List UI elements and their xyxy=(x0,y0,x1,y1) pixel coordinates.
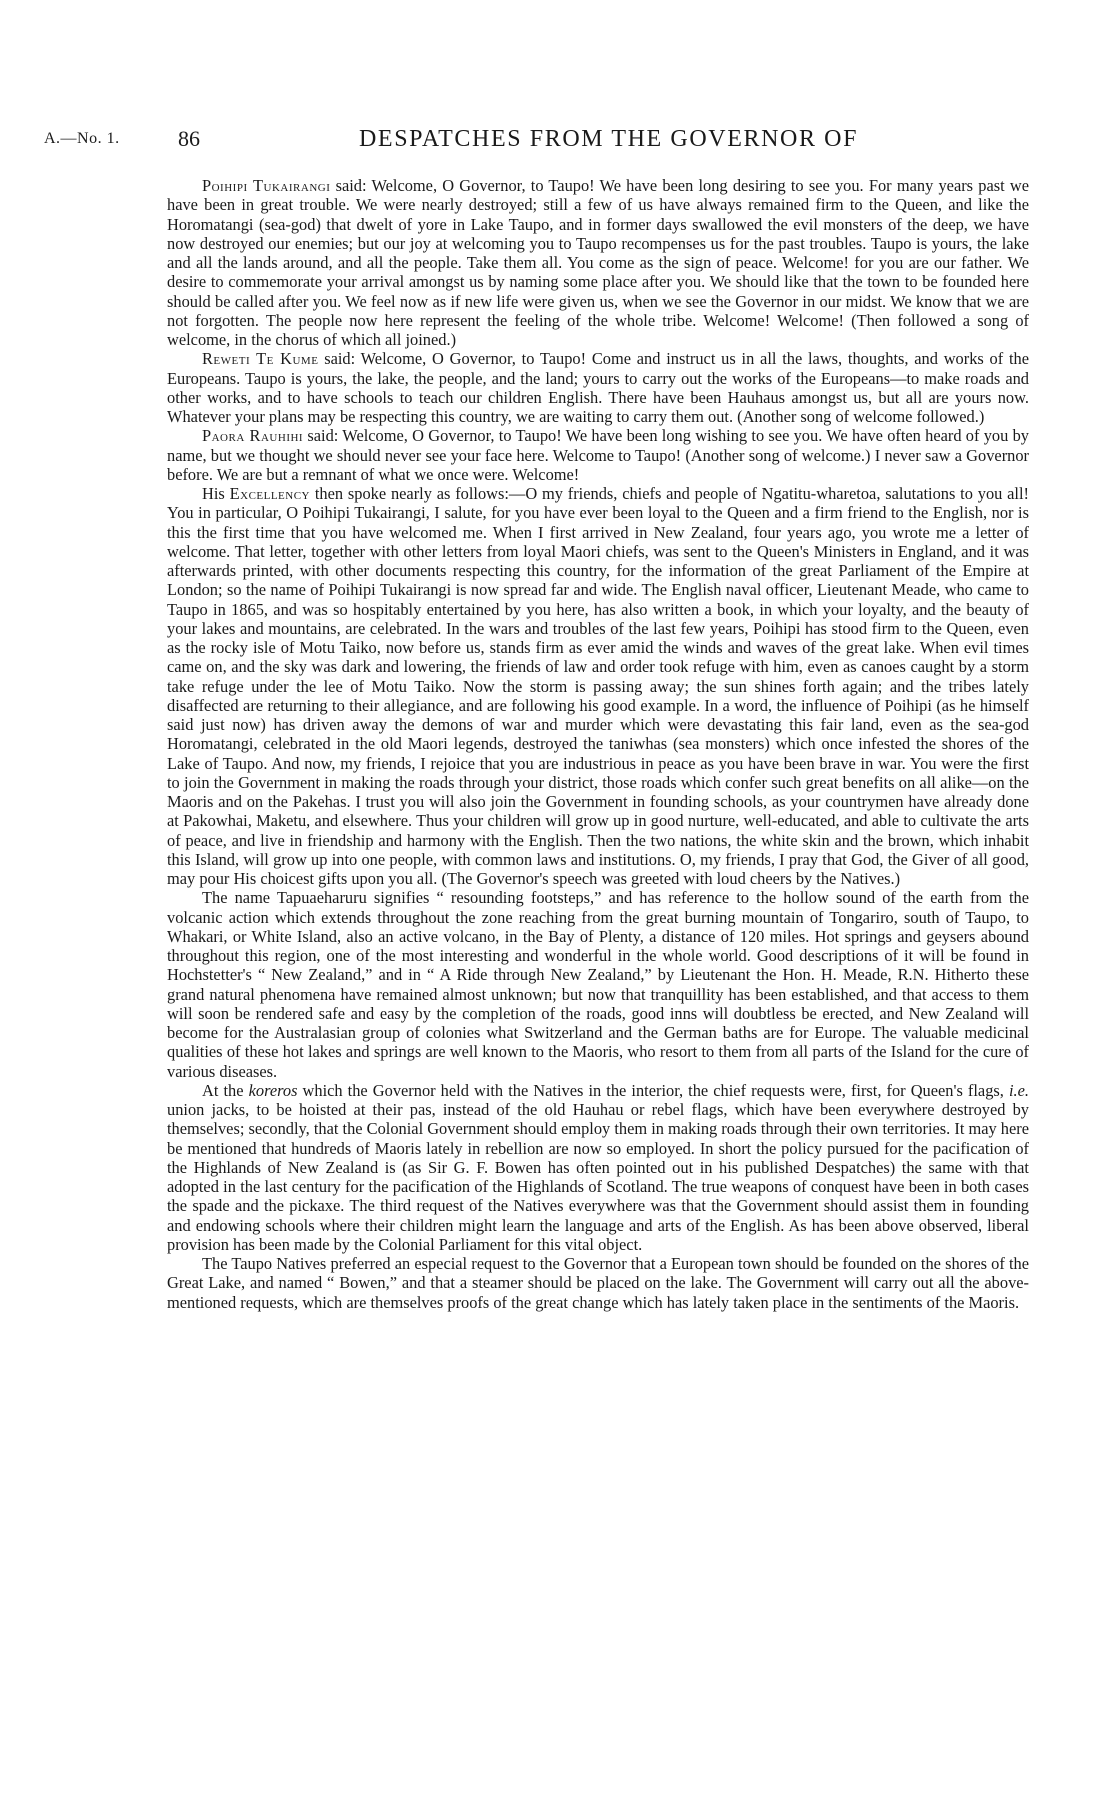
paragraph-paora xyxy=(167,426,1029,484)
paragraph-text: said: Welcome, O Governor, to Taupo! We have been long desiring to see you. For many years past we have been in great trouble. We were nearly destroyed; still a few of us have always remained firm to the Queen, and like the Horomatangi (sea-god) that dwelt of yore in Lake Taupo, and in former days swallowed the evil monsters of the deep, we have now destroyed our enemies; but our joy at welcoming you to Taupo recompenses us for the past troubles. Taupo is yours, the lake and all the lands around, and all the people. Take them all. You come as the sign of peace. Welcome! for you are our father. We desire to commemorate your arrival amongst us by naming some place after you. We should like that the town to be founded here should be called after you. We feel now as if new life were given us, when we see the Governor in our midst. We know that we are not forgotten. The people now here represent the feeling of the whole tribe. Welcome! Welcome! (Then followed a song of welcome, in the chorus of which all joined.) xyxy=(167,176,1029,349)
paragraph-taupo-request xyxy=(167,1254,1029,1312)
italic-term: koreros xyxy=(248,1080,298,1100)
series-number: A.—No. 1. xyxy=(44,130,120,147)
paragraph-text: The Taupo Natives preferred an especial request to the Governor that a European town should be founded on the shores of the Great Lake, and named “ Bowen,” and that a steamer should be placed on the lake. The Government will carry out all the above-mentioned requests, which are themselves proofs of the great change which has lately taken place in the sentiments of the Maoris. xyxy=(167,1254,1029,1312)
italic-term: i.e. xyxy=(1008,1080,1029,1100)
page-number: 86 xyxy=(178,126,200,151)
paragraph-poihipi xyxy=(167,176,1029,349)
paragraph-text: said: Welcome, O Governor, to Taupo! We have been long wishing to see you. We have often heard of you by name, but we thought we should never see your face here. Welcome to Taupo! (Another song of welcome.) I never saw a Governor before. We are but a remnant of what we once were. Welcome! xyxy=(167,426,1029,484)
paragraph-lead: His xyxy=(202,484,230,503)
paragraph-middle: which the Governor held with the Natives in the interior, the chief requests were, first, for Queen's flags, xyxy=(297,1080,1009,1100)
paragraph-governor-speech xyxy=(167,484,1029,888)
speaker-name: Reweti Te Kume xyxy=(202,349,319,369)
speaker-name: Poihipi Tukairangi xyxy=(202,176,331,195)
paragraph-koreros xyxy=(167,1081,1029,1254)
paragraph-text: then spoke nearly as follows:—O my friends, chiefs and people of Ngatitu-wharetoa, salutations to you all! You in particular, O Poihipi Tukairangi, I salute, for you have ever been loyal to the Queen and a firm friend to the English, nor is this the first time that you have welcomed me. When I first arrived in New Zealand, four years ago, you wrote me a letter of welcome. That letter, together with other letters from loyal Maori chiefs, was sent to the Queen's Ministers in England, and it was afterwards printed, with other documents respecting this country, for the information of the great Parliament of the Empire at London; so the name of Poihipi Tukairangi is now spread far and wide. The English naval officer, Lieutenant Meade, who came to Taupo in 1865, and was so hospitably entertained by you here, has also written a book, in which your loyalty, and the beauty of your lakes and mountains, are celebrated. In the wars and troubles of the last few years, Poihipi has stood firm to the Queen, even as the rocky isle of Motu Taiko, now before us, stands firm as ever amid the winds and waves of the great lake. When evil times came on, and the sky was dark and lowering, the friends of law and order took refuge with him, even as canoes caught by a storm take refuge under the lee of Motu Taiko. Now the storm is passing away; the sun shines forth again; and the tribes lately disaffected are returning to their allegiance, and are following his good example. In a word, the influence of Poihipi (as he himself said just now) has driven away the demons of war and murder which were devastating this fair land, even as the sea-god Horomatangi, celebrated in the old Maori legends, destroyed the taniwhas (sea monsters) which once infested the shores of the Lake of Taupo. And now, my friends, I rejoice that you are industrious in peace as you have been brave in war. You were the first to join the Government in making the roads through your district, those roads which confer such great benefits on all alike—on the Maoris and on the Pakehas. I trust you will also join the Government in founding schools, as your countrymen have already done at Pakowhai, Maketu, and elsewhere. Thus your children will grow up in good nurture, well-educated, and able to cultivate the arts of peace, and live in friendship and harmony with the English. Then the two nations, the white skin and the brown, which inhabit this Island, will grow up into one people, with common laws and institutions. O, my friends, I pray that God, the Giver of all good, may pour His choicest gifts upon you all. (The Governor's speech was greeted with loud cheers by the Natives.) xyxy=(167,484,1029,888)
paragraph-lead: At the xyxy=(202,1080,249,1100)
speaker-name: Excellency xyxy=(229,484,311,503)
running-title: DESPATCHES FROM THE GOVERNOR OF xyxy=(359,126,859,152)
paragraph-text: union jacks, to be hoisted at their pas, instead of the old Hauhau or rebel flags, which have been everywhere destroyed by themselves; secondly, that the Colonial Government should employ them in making roads through their own territories. It may here be mentioned that hundreds of Maoris lately in rebellion are now so employed. In short the policy pursued for the pacification of the Highlands of New Zealand is (as Sir G. F. Bowen has often pointed out in his published Despatches) the same with that adopted in the last century for the pacification of the Highlands of Scotland. The true weapons of conquest have been in both cases the spade and the pickaxe. The third request of the Natives everywhere was that the Government should assist them in founding and endowing schools where their children might learn the language and arts of the English. As has been above observed, liberal provision has been made by the Colonial Parliament for this vital object. xyxy=(167,1100,1029,1254)
paragraph-tapuaeharuru xyxy=(167,888,1029,1081)
body-text xyxy=(167,176,1029,1312)
speaker-name: Paora Rauhihi xyxy=(202,426,304,446)
paragraph-text: said: Welcome, O Governor, to Taupo! Come and instruct us in all the laws, thoughts, and works of the Europeans. Taupo is yours, the lake, the people, and the land; yours to carry out the works of the Europeans—to make roads and other works, and to have schools to teach our children English. There have been Hauhaus amongst us, but all are yours now. Whatever your plans may be respecting this country, we are waiting to carry them out. (Another song of welcome followed.) xyxy=(167,349,1030,426)
paragraph-text: The name Tapuaeharuru signifies “ resounding footsteps,” and has reference to the hollow sound of the earth from the volcanic action which extends throughout the zone reaching from the great burning mountain of Tongariro, south of Taupo, to Whakari, or White Island, also an active volcano, in the Bay of Plenty, a distance of 120 miles. Hot springs and geysers abound throughout this region, one of the most interesting and wonderful in the whole world. Good descriptions of it will be found in Hochstetter's “ New Zealand,” and in “ A Ride through New Zealand,” by Lieutenant the Hon. H. Meade, R.N. Hitherto these grand natural phenomena have remained almost unknown; but now that tranquillity has been established, and that access to them will soon be rendered safe and easy by the completion of the roads, good inns will doubtless be erected, and New Zealand will become for the Australasian group of colonies what Switzerland and the German baths are for Europe. The valuable medicinal qualities of these hot lakes and springs are well known to the Maoris, who resort to them from all parts of the Island for the cure of various diseases. xyxy=(167,888,1029,1081)
page-header xyxy=(44,126,1044,156)
paragraph-reweti xyxy=(167,349,1029,426)
